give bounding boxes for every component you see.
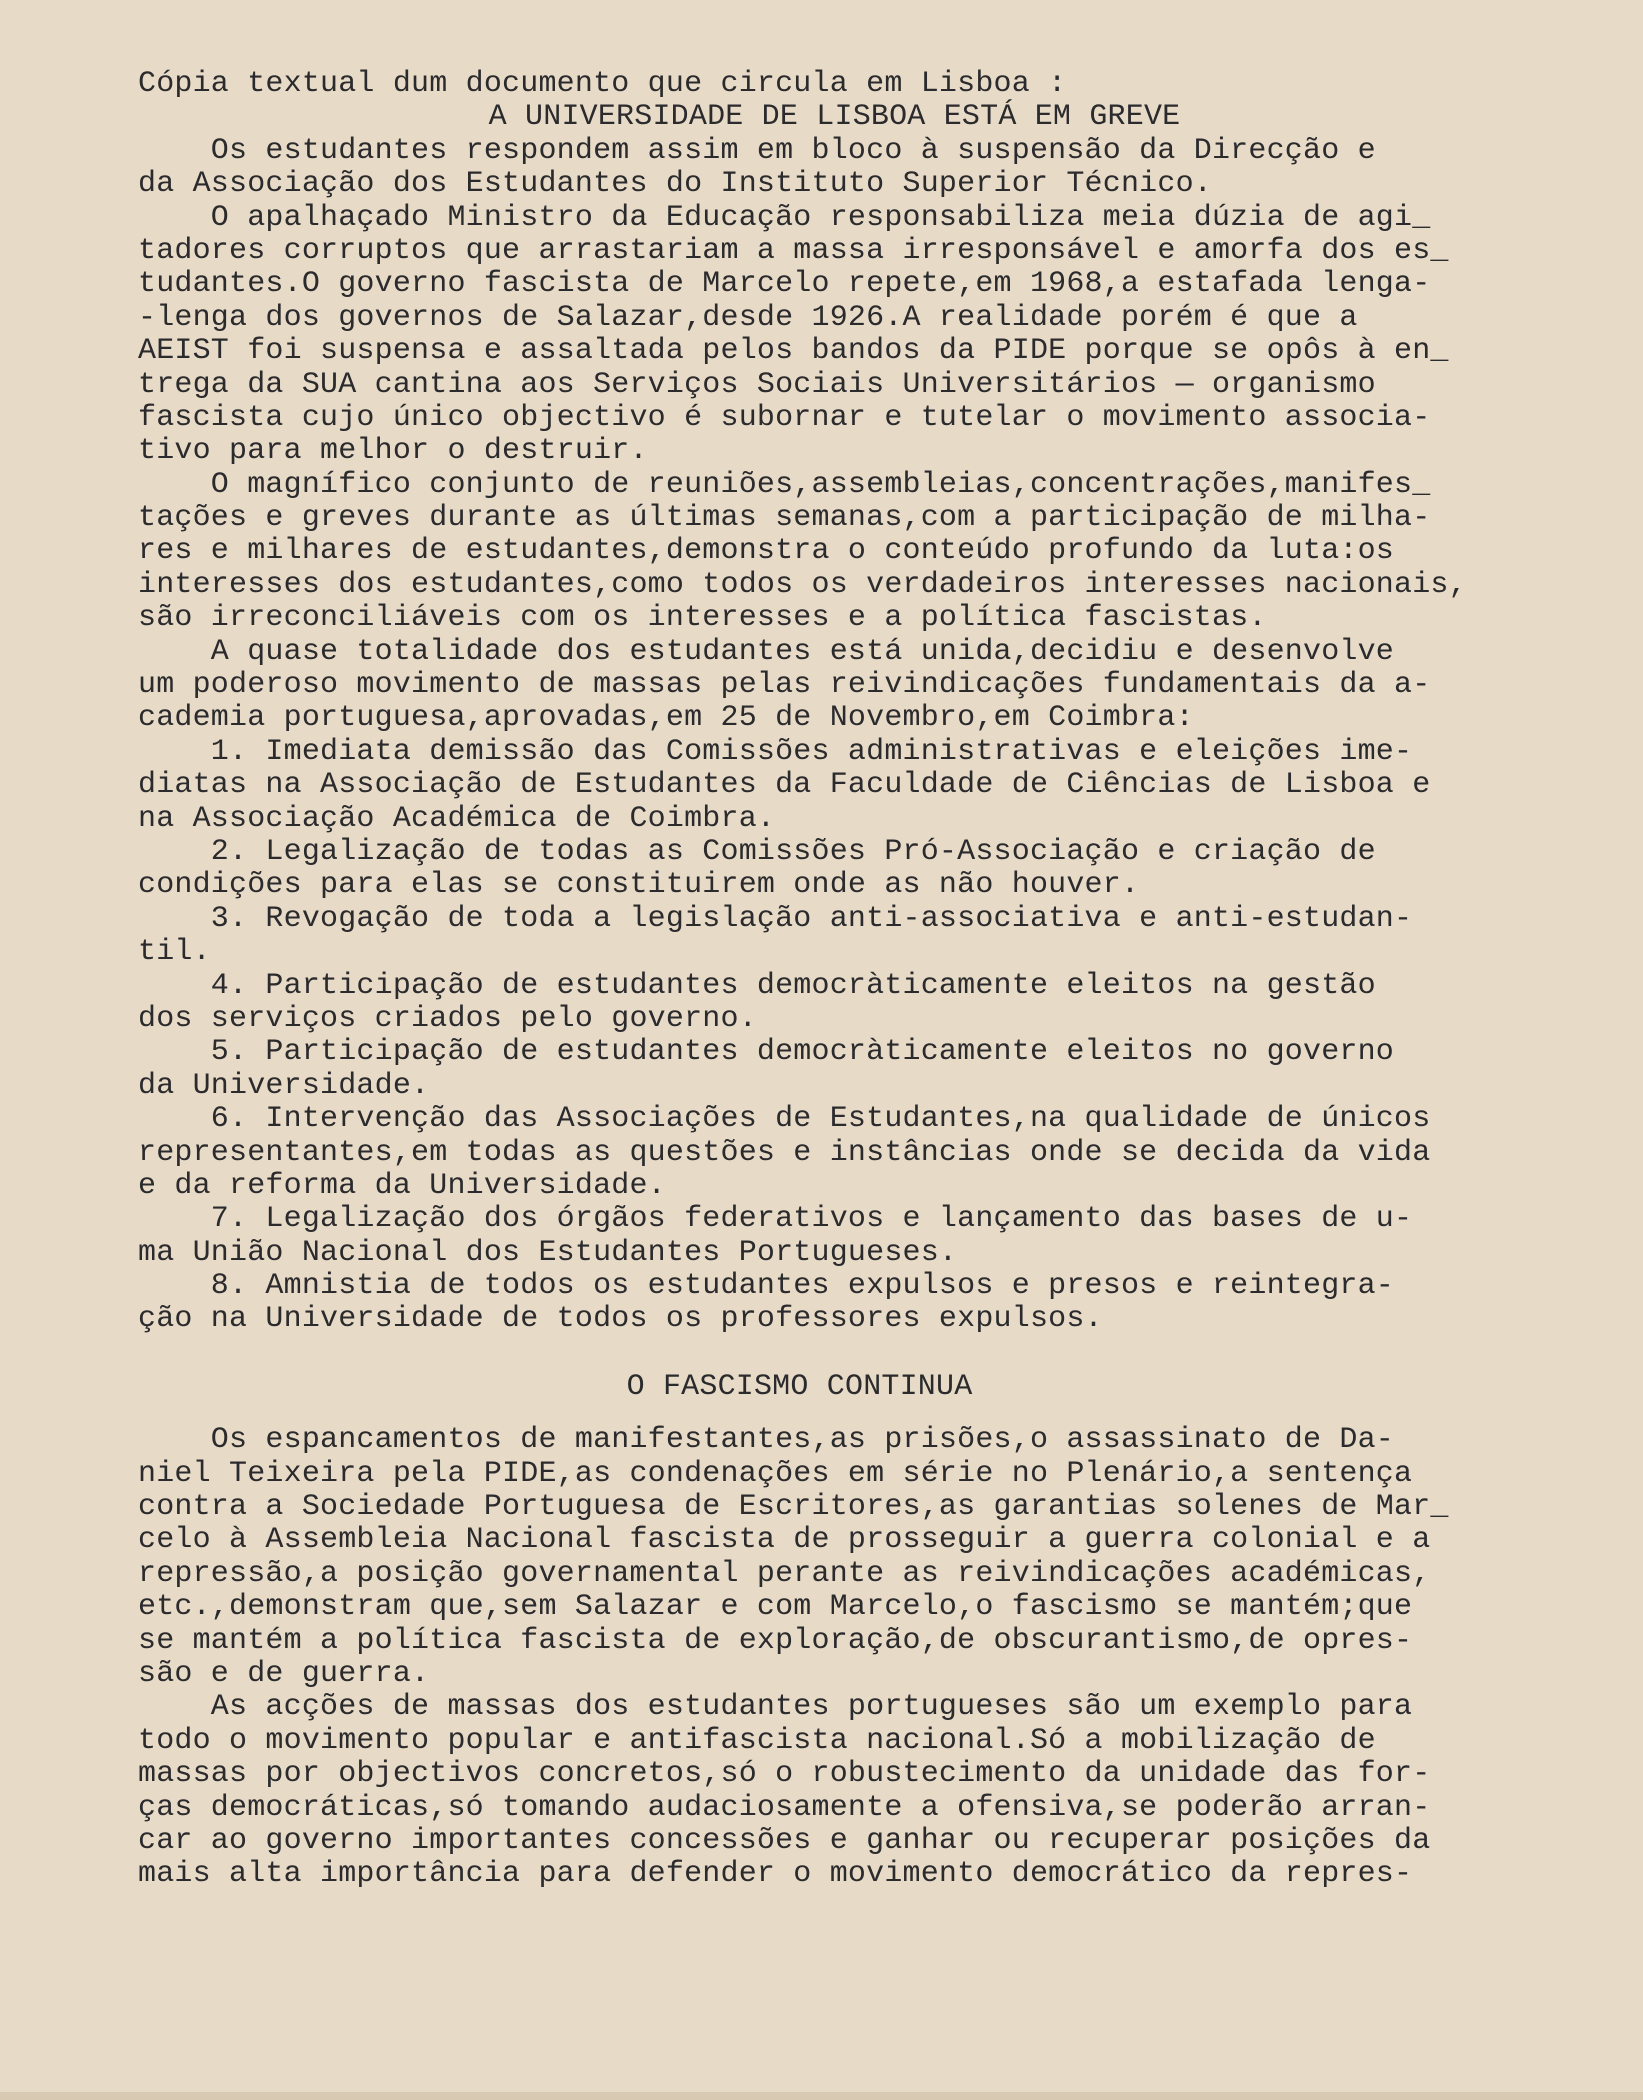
- text-line: da Universidade.: [138, 1068, 430, 1103]
- text-line: til.: [138, 935, 211, 970]
- text-line: diatas na Associação de Estudantes da Faculdade de Ciências de Lisboa e: [138, 768, 1431, 803]
- text-line: tivo para melhor o destruir.: [138, 434, 648, 469]
- section-divider: [138, 1404, 1591, 1424]
- text-line: são irreconciliáveis com os interesses e a política fascistas.: [138, 601, 1267, 636]
- text-line: celo à Assembleia Nacional fascista de prosseguir a guerra colonial e a: [138, 1523, 1431, 1558]
- text-line: niel Teixeira pela PIDE,as condenações em série no Plenário,a sentença: [138, 1456, 1413, 1491]
- text-line: na Associação Académica de Coimbra.: [138, 801, 776, 836]
- text-line: tações e greves durante as últimas semanas,com a participação de milha-: [138, 501, 1431, 536]
- text-line: res e milhares de estudantes,demonstra o conteúdo profundo da luta:os: [138, 534, 1395, 569]
- document-title: A UNIVERSIDADE DE LISBOA ESTÁ EM GREVE: [488, 100, 1181, 135]
- text-line: cademia portuguesa,aprovadas,em 25 de Novembro,em Coimbra:: [138, 701, 1194, 736]
- text-line: 3. Revogação de toda a legislação anti-associativa e anti-estudan-: [138, 901, 1413, 936]
- section-strike: [138, 135, 1591, 1337]
- text-line: contra a Sociedade Portuguesa de Escritores,as garantias solenes de Mar_: [138, 1490, 1449, 1525]
- text-line: Os estudantes respondem assim em bloco à suspensão da Direcção e: [138, 133, 1376, 168]
- section-fascism: [138, 1424, 1591, 1891]
- text-line: etc.,demonstram que,sem Salazar e com Marcelo,o fascismo se mantém;que: [138, 1590, 1413, 1625]
- text-line: 5. Participação de estudantes democràticamente eleitos no governo: [138, 1035, 1395, 1070]
- text-line: e da reforma da Universidade.: [138, 1168, 666, 1203]
- section-divider: [138, 1337, 1591, 1371]
- text-line: 6. Intervenção das Associações de Estudantes,na qualidade de únicos: [138, 1102, 1431, 1137]
- text-line: 2. Legalização de todas as Comissões Pró-Associação e criação de: [138, 834, 1376, 869]
- text-line: ção na Universidade de todos os professores expulsos.: [138, 1302, 1103, 1337]
- text-line: AEIST foi suspensa e assaltada pelos bandos da PIDE porque se opôs à en_: [138, 334, 1449, 369]
- text-line: repressão,a posição governamental perante as reivindicações académicas,: [138, 1556, 1431, 1591]
- text-line: interesses dos estudantes,como todos os verdadeiros interesses nacionais,: [138, 567, 1467, 602]
- section-heading-fascism: O FASCISMO CONTINUA: [626, 1369, 973, 1404]
- text-line: tadores corruptos que arrastariam a massa irresponsável e amorfa dos es_: [138, 233, 1449, 268]
- text-line: fascista cujo único objectivo é subornar e tutelar o movimento associa-: [138, 400, 1431, 435]
- text-line: representantes,em todas as questões e instâncias onde se decida da vida: [138, 1135, 1431, 1170]
- text-line: mais alta importância para defender o movimento democrático da repres-: [138, 1857, 1413, 1892]
- text-line: da Associação dos Estudantes do Instituto Superior Técnico.: [138, 167, 1212, 202]
- text-line: A quase totalidade dos estudantes está unida,decidiu e desenvolve: [138, 634, 1395, 669]
- text-line: condições para elas se constituirem onde as não houver.: [138, 868, 1140, 903]
- text-line: todo o movimento popular e antifascista nacional.Só a mobilização de: [138, 1723, 1376, 1758]
- text-line: massas por objectivos concretos,só o robustecimento da unidade das for-: [138, 1757, 1431, 1792]
- text-line: car ao governo importantes concessões e ganhar ou recuperar posições da: [138, 1823, 1431, 1858]
- text-line: 7. Legalização dos órgãos federativos e lançamento das bases de u-: [138, 1202, 1413, 1237]
- text-line: -lenga dos governos de Salazar,desde 1926.A realidade porém é que a: [138, 300, 1358, 335]
- text-line: um poderoso movimento de massas pelas reivindicações fundamentais da a-: [138, 668, 1431, 703]
- text-line: 4. Participação de estudantes democràticamente eleitos na gestão: [138, 968, 1376, 1003]
- text-line: são e de guerra.: [138, 1656, 430, 1691]
- text-line: ma União Nacional dos Estudantes Portugueses.: [138, 1235, 958, 1270]
- text-line: dos serviços criados pelo governo.: [138, 1001, 757, 1036]
- intro-line: Cópia textual dum documento que circula em Lisboa :: [138, 67, 1067, 101]
- text-line: trega da SUA cantina aos Serviços Sociais Universitários — organismo: [138, 367, 1376, 402]
- text-line: O apalhaçado Ministro da Educação responsabiliza meia dúzia de agi_: [138, 200, 1431, 235]
- page-edge: [0, 2092, 1643, 2100]
- text-line: ças democráticas,só tomando audaciosamente a ofensiva,se poderão arran-: [138, 1790, 1431, 1825]
- text-line: As acções de massas dos estudantes portugueses são um exemplo para: [138, 1690, 1413, 1725]
- text-line: O magnífico conjunto de reuniões,assembleias,concentrações,manifes_: [138, 467, 1431, 502]
- text-line: 1. Imediata demissão das Comissões administrativas e eleições ime-: [138, 734, 1413, 769]
- text-line: se mantém a política fascista de exploração,de obscurantismo,de opres-: [138, 1623, 1413, 1658]
- text-line: 8. Amnistia de todos os estudantes expulsos e presos e reintegra-: [138, 1269, 1395, 1304]
- text-line: tudantes.O governo fascista de Marcelo repete,em 1968,a estafada lenga-: [138, 267, 1431, 302]
- text-line: Os espancamentos de manifestantes,as prisões,o assassinato de Da-: [138, 1423, 1395, 1458]
